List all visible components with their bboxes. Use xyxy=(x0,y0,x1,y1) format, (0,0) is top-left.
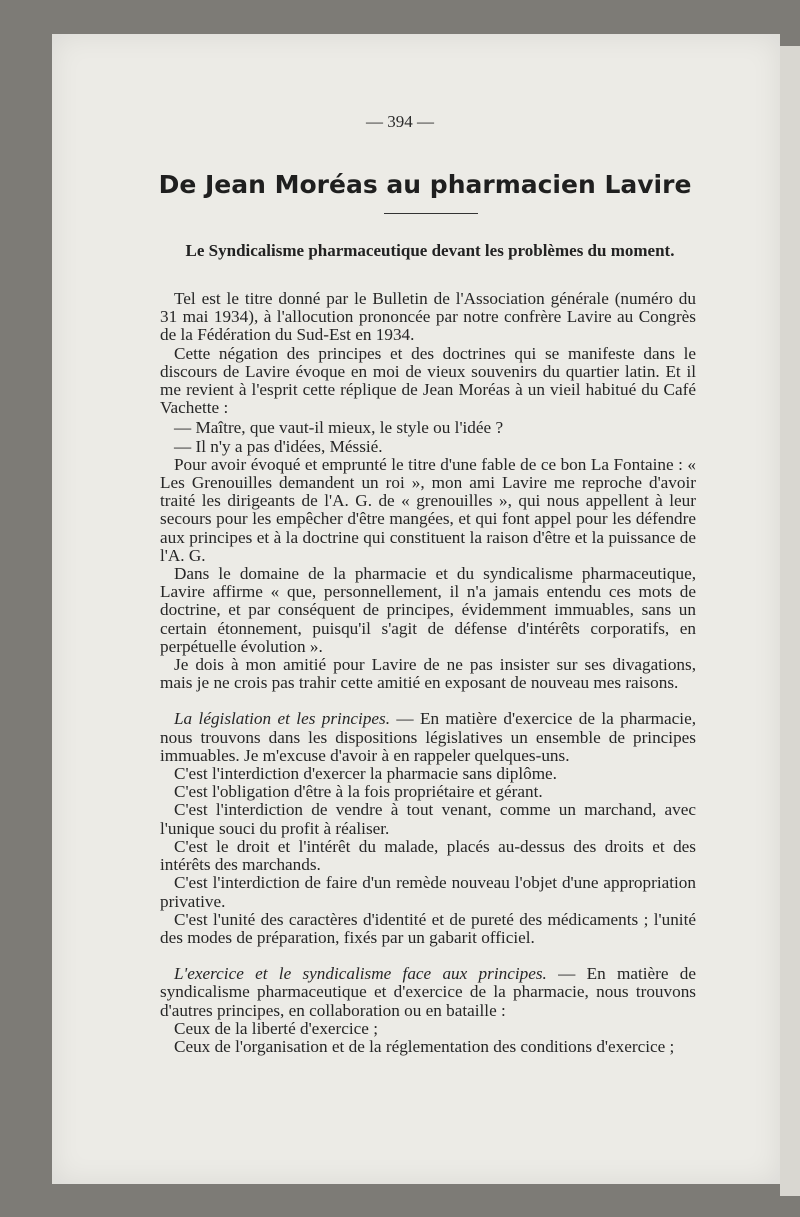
dialogue-line: — Maître, que vaut-il mieux, le style ou l'idée ? xyxy=(174,418,504,438)
article-body xyxy=(160,290,696,1056)
paragraph: Pour avoir évoqué et emprunté le titre d'une fable de ce bon La Fontaine : « Les Grenouilles demandent un roi », mon ami Lavire me reproche d'avoir traité les dirigeants de l'A. G. de « grenouilles », qui nous appellent à leur secours pour les empêcher d'être mangées, et qui font appel pour les défendre aux principes et à la doctrine qui constituent la raison d'être et la puissance de l'A. G. xyxy=(160,454,696,565)
title-divider xyxy=(384,213,478,214)
paragraph: C'est l'unité des caractères d'identité et de pureté des médicaments ; l'unité des modes de préparation, fixés par un gabarit officiel. xyxy=(160,909,696,947)
paragraph: Je dois à mon amitié pour Lavire de ne pas insister sur ses divagations, mais je ne crois pas trahir cette amitié en exposant de nouveau mes raisons. xyxy=(160,655,696,693)
paragraph: C'est le droit et l'intérêt du malade, placés au-dessus des droits et des intérêts des marchands. xyxy=(160,836,696,875)
article-title: De Jean Moréas au pharmacien Lavire xyxy=(158,170,692,199)
paragraph: C'est l'obligation d'être à la fois propriétaire et gérant. xyxy=(174,782,543,802)
section-paragraph: La législation et les principes. — En matière d'exercice de la pharmacie, nous trouvons dans les dispositions législatives un ensemble de principes immuables. Je m'excuse d'avoir à en rappeler quelques-uns. xyxy=(160,709,696,765)
paragraph: C'est l'interdiction d'exercer la pharmacie sans diplôme. xyxy=(174,764,557,784)
paragraph: C'est l'interdiction de vendre à tout venant, comme un marchand, avec l'unique souci du profit à réaliser. xyxy=(160,800,696,838)
paragraph: Ceux de l'organisation et de la réglementation des conditions d'exercice ; xyxy=(174,1036,675,1056)
section-heading: L'exercice et le syndicalisme face aux principes. xyxy=(174,964,547,984)
section-heading: La législation et les principes. xyxy=(174,709,391,729)
paragraph: C'est l'interdiction de faire d'un remède nouveau l'objet d'une appropriation privative. xyxy=(160,873,696,911)
dialogue-line: — Il n'y a pas d'idées, Méssié. xyxy=(174,436,383,456)
section-paragraph: L'exercice et le syndicalisme face aux principes. — En matière de syndicalisme pharmaceutique et d'exercice de la pharmacie, nous trouvons d'autres principes, en collaboration ou en bataille : xyxy=(160,964,696,1020)
paragraph: Tel est le titre donné par le Bulletin de l'Association générale (numéro du 31 mai 1934), à l'allocution prononcée par notre confrère Lavire au Congrès de la Fédération du Sud-Est en 1934. xyxy=(160,289,696,345)
page-number: — 394 — xyxy=(366,112,434,131)
paragraph: Ceux de la liberté d'exercice ; xyxy=(174,1018,378,1038)
paragraph: Cette négation des principes et des doctrines qui se manifeste dans le discours de Lavire évoque en moi de vieux souvenirs du quartier latin. Et il me revient à l'esprit cette réplique de Jean Moréas à un vieil habitué du Café Vachette : xyxy=(160,343,696,418)
article-subtitle: Le Syndicalisme pharmaceutique devant les problèmes du moment. xyxy=(185,241,675,260)
next-page-edge xyxy=(780,46,800,1196)
paragraph: Dans le domaine de la pharmacie et du syndicalisme pharmaceutique, Lavire affirme « que, personnellement, il n'a jamais entendu ces mots de doctrine, et par conséquent de principes, évidemment immuables, sans un certain étonnement, puisqu'il s'agit de défense d'intérêts corporatifs, en perpétuelle évolution ». xyxy=(160,564,696,656)
